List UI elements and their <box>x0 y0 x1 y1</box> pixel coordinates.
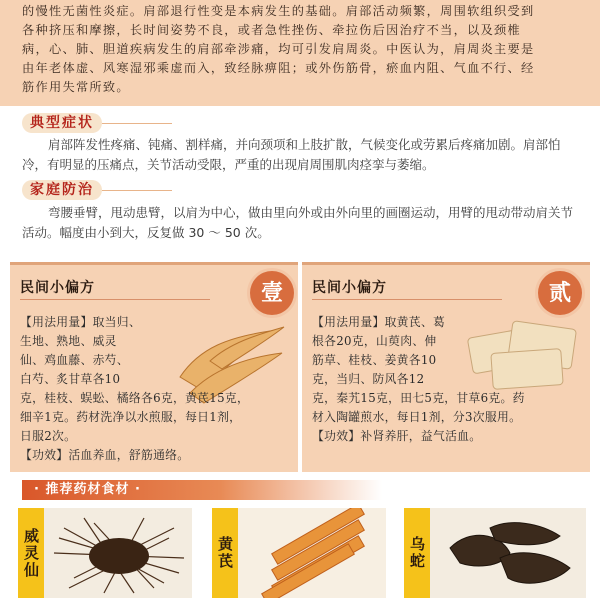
remedy-line: 材入陶罐煎水，每日1剂，分3次服用。 <box>312 410 522 424</box>
herb-card-wushe <box>404 508 586 598</box>
symptoms-text: 肩部阵发性疼痛、钝痛、割样痛，并向颈项和上肢扩散，气候变化或劳累后疼痛加剧。肩部怕冷，有明显的压痛点，关节活动受限，严重的出现肩周围肌肉痉挛与萎缩。 <box>22 137 561 172</box>
remedy-title: 民间小偏方 <box>312 280 387 296</box>
remedy-effect: 【功效】活血养血，舒筋通络。 <box>20 448 190 462</box>
divider <box>20 299 210 300</box>
herb-label: 乌蛇 <box>404 508 430 598</box>
remedy-line: 筋草、桂枝、姜黄各10 <box>312 353 437 367</box>
intro-line: 由年老体虚、风寒湿邪乘虚而入，致经脉痹阻；或外伤筋骨，瘀血内阻、气血不行、经 <box>22 61 535 75</box>
prevention-heading: 家庭防治 <box>22 180 102 200</box>
intro-line: 病，心、肺、胆道疾病发生的肩部牵涉痛，均可引发肩周炎。中医认为，肩周炎主要是 <box>22 42 535 56</box>
remedy-body <box>312 313 580 446</box>
weilingxian-image <box>44 508 192 598</box>
remedy-line: 白芍、炙甘草各10 <box>20 372 121 386</box>
remedy-line: 克，秦艽15克，田七5克，甘草6克。药 <box>312 391 525 405</box>
symptoms-heading: 典型症状 <box>22 113 102 133</box>
herb-card-huangqi <box>212 508 386 598</box>
intro-line: 筋作用失常所致。 <box>22 80 130 94</box>
remedy-line: 克，当归、防风各12 <box>312 372 425 386</box>
remedy-line: 仙、鸡血藤、赤芍、 <box>20 353 129 367</box>
herb-label: 黄芪 <box>212 508 238 598</box>
prevention-text: 弯腰垂臂，甩动患臂，以肩为中心，做由里向外或由外向里的画圈运动，用臂的甩动带动肩关节活动。幅度由小到大，反复做 30 ～ 50 次。 <box>22 205 574 240</box>
intro-line: 的慢性无菌性炎症。肩部退行性变是本病发生的基础。肩部活动频繁，周围软组织受到 <box>22 4 535 18</box>
divider <box>312 299 502 300</box>
intro-paragraph <box>0 0 600 106</box>
remedy-line: 克，桂枝、蜈蚣、橘络各6克，黄芪15克， <box>20 391 250 405</box>
remedy-panel-2 <box>302 262 590 472</box>
recommend-heading: · 推荐药材食材 · <box>22 480 382 500</box>
herb-label: 威灵仙 <box>18 508 44 598</box>
remedy-body <box>20 313 288 465</box>
seal-badge: 贰 <box>538 271 582 315</box>
intro-line: 各种挤压和摩擦，长时间姿势不良，或者急性挫伤、牵拉伤后因治疗不当，以及颈椎 <box>22 23 522 37</box>
remedy-line: 【用法用量】取当归、 <box>20 315 141 329</box>
remedy-line: 细辛1克。药材洗净以水煎服，每日1剂， <box>20 410 242 424</box>
remedy-line: 【用法用量】取黄芪、葛 <box>312 315 446 329</box>
remedy-title: 民间小偏方 <box>20 280 95 296</box>
wushe-image <box>430 508 586 598</box>
seal-badge: 壹 <box>250 271 294 315</box>
remedy-line: 日服2次。 <box>20 429 77 443</box>
remedy-line: 生地、熟地、威灵 <box>20 334 117 348</box>
remedy-line: 根各20克，山萸肉、伸 <box>312 334 437 348</box>
herb-card-weilingxian <box>18 508 192 598</box>
remedy-panel-1 <box>10 262 298 472</box>
huangqi-image <box>238 508 386 598</box>
remedy-effect: 【功效】补肾养肝，益气活血。 <box>312 429 482 443</box>
